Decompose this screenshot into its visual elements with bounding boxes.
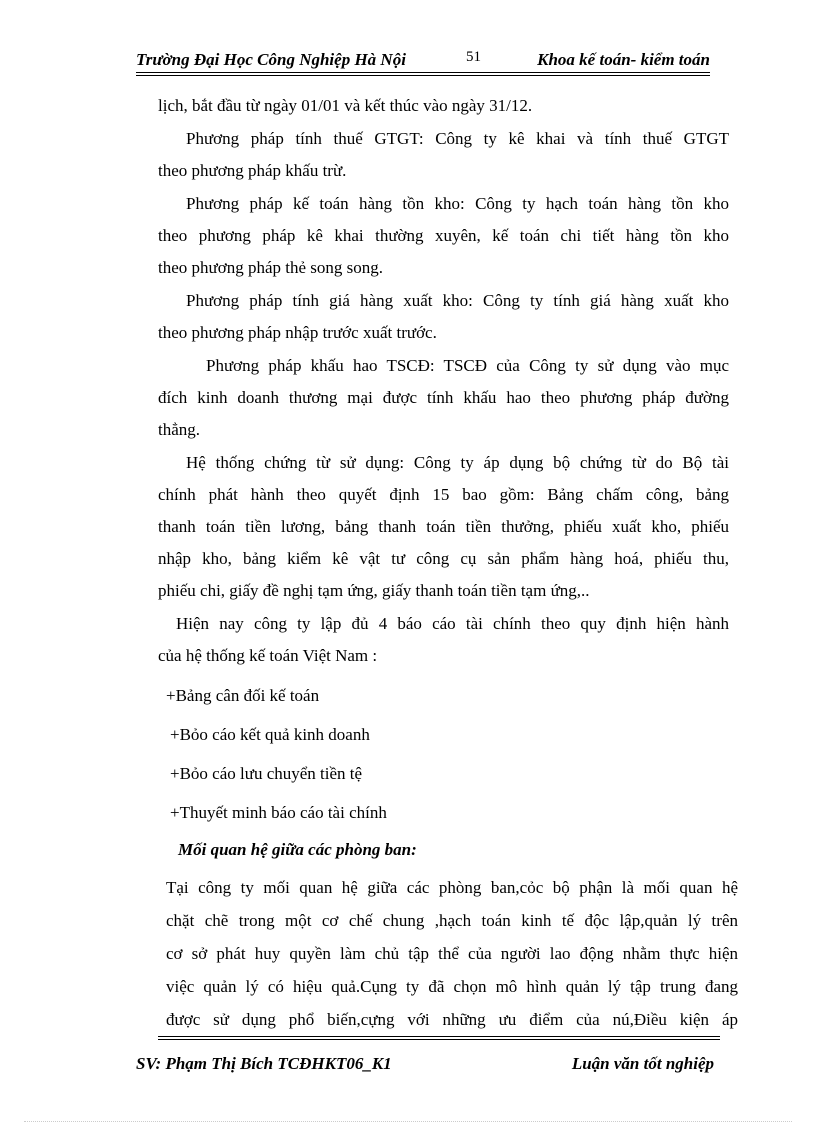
- footer-student-name: SV: Phạm Thị Bích TCĐHKT06_K1: [136, 1054, 392, 1073]
- list-item: +Bỏo cáo kết quả kinh doanh: [170, 725, 370, 744]
- text-line: đích kinh doanh thương mại được tính khấu hao theo phương pháp đường: [158, 388, 729, 407]
- text-line: Phương pháp kế toán hàng tồn kho: Công ty hạch toán hàng tồn kho: [186, 194, 729, 213]
- text-line: theo phương pháp thẻ song song.: [158, 258, 384, 277]
- text-line: cơ sở phát huy quyền làm chủ tập thể của người lao động nhằm thực hiện: [166, 944, 738, 963]
- text-line: Phương pháp khấu hao TSCĐ: TSCĐ của Công ty sử dụng vào mục: [206, 356, 729, 375]
- header-faculty-name: Khoa kế toán- kiểm toán: [537, 50, 710, 69]
- text-line: thẳng.: [158, 420, 201, 439]
- text-line: phiếu chi, giấy đề nghị tạm ứng, giấy thanh toán tiền tạm ứng,..: [158, 581, 590, 600]
- list-item: +Bỏo cáo lưu chuyển tiền tệ: [170, 764, 363, 783]
- page-bottom-divider: [24, 1121, 792, 1122]
- text-line: theo phương pháp kê khai thường xuyên, kế toán chi tiết hàng tồn kho: [158, 226, 729, 245]
- page-number: 51: [466, 49, 481, 65]
- header-school-name: Trường Đại Học Công Nghiệp Hà Nội: [136, 50, 406, 69]
- text-line: lịch, bắt đầu từ ngày 01/01 và kết thúc vào ngày 31/12.: [158, 96, 533, 115]
- list-item: +Bảng cân đối kế toán: [166, 686, 320, 705]
- text-line: Hệ thống chứng từ sử dụng: Công ty áp dụng bộ chứng từ do Bộ tài: [186, 453, 729, 472]
- text-line: Phương pháp tính giá hàng xuất kho: Công ty tính giá hàng xuất kho: [186, 291, 729, 310]
- text-line: thanh toán tiền lương, bảng thanh toán tiền thưởng, phiếu xuất kho, phiếu: [158, 517, 729, 536]
- text-line: chính phát hành theo quyết định 15 bao gồm: Bảng chấm công, bảng: [158, 485, 729, 504]
- text-line: chặt chẽ trong một cơ chế chung ,hạch toán kinh tế độc lập,quản lý trên: [166, 911, 738, 930]
- text-line: Phương pháp tính thuế GTGT: Công ty kê khai và tính thuế GTGT: [186, 129, 729, 148]
- text-line: việc quản lý có hiệu quả.Cụng ty đã chọn mô hình quản lý tập trung đang: [166, 977, 738, 996]
- text-line: được sử dụng phổ biến,cựng với những ưu điểm của nú,Điều kiện áp: [166, 1010, 738, 1029]
- text-line: Tại công ty mối quan hệ giữa các phòng ban,cỏc bộ phận là mối quan hệ: [166, 878, 738, 897]
- page-header: [136, 48, 710, 72]
- text-line: theo phương pháp nhập trước xuất trước.: [158, 323, 437, 342]
- text-line: Hiện nay công ty lập đủ 4 báo cáo tài chính theo quy định hiện hành: [176, 614, 729, 633]
- section-heading: Mối quan hệ giữa các phòng ban:: [178, 840, 417, 859]
- text-line: theo phương pháp khấu trừ.: [158, 161, 347, 180]
- list-item: +Thuyết minh báo cáo tài chính: [170, 803, 387, 822]
- header-rule: [136, 72, 710, 76]
- footer-rule: [158, 1036, 720, 1040]
- text-line: nhập kho, bảng kiểm kê vật tư công cụ sản phẩm hàng hoá, phiếu thu,: [158, 549, 729, 568]
- text-line: của hệ thống kế toán Việt Nam :: [158, 646, 378, 665]
- footer-thesis-label: Luận văn tốt nghiệp: [571, 1054, 714, 1073]
